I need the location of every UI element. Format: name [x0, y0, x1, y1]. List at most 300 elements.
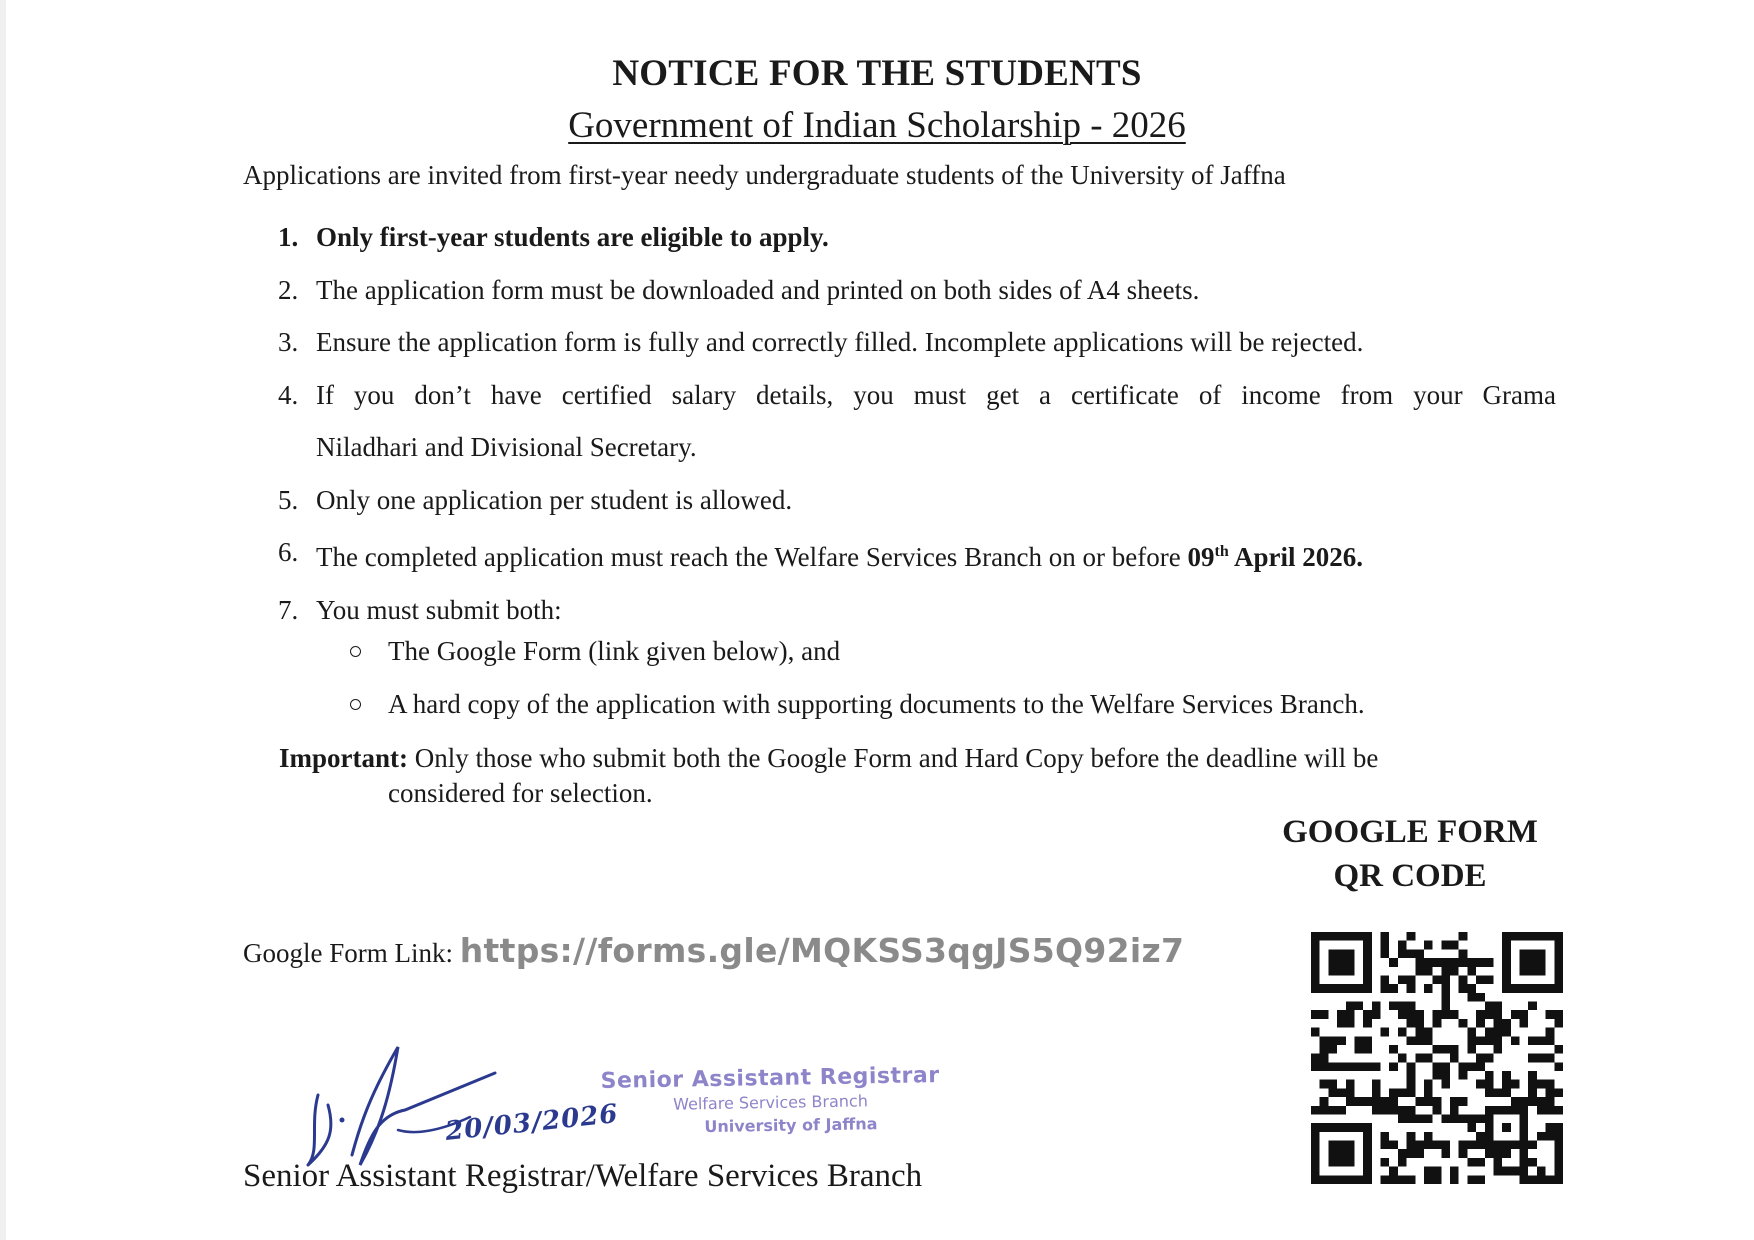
qr-module — [1467, 1062, 1476, 1071]
qr-module — [1476, 975, 1485, 984]
qr-module — [1450, 1010, 1459, 1019]
qr-module — [1467, 958, 1476, 967]
qr-module — [1502, 1071, 1511, 1080]
qr-module — [1354, 1062, 1363, 1071]
qr-module — [1476, 1175, 1485, 1184]
qr-module — [1407, 949, 1416, 958]
qr-module — [1354, 1045, 1363, 1054]
important-note — [279, 741, 1569, 811]
qr-module — [1554, 1106, 1563, 1115]
qr-module — [1511, 1010, 1520, 1019]
qr-module — [1493, 1010, 1502, 1019]
qr-module — [1311, 1010, 1320, 1019]
qr-module — [1424, 1141, 1433, 1150]
qr-module — [1311, 1028, 1320, 1037]
qr-module — [1354, 1002, 1363, 1011]
qr-module — [1485, 1080, 1494, 1089]
qr-module — [1328, 1036, 1337, 1045]
qr-module — [1354, 1097, 1363, 1106]
qr-module — [1337, 1010, 1346, 1019]
important-text-line2: considered for selection. — [388, 778, 653, 808]
qr-module — [1424, 1028, 1433, 1037]
qr-module — [1415, 949, 1424, 958]
qr-module — [1476, 1036, 1485, 1045]
qr-module — [1415, 1141, 1424, 1150]
qr-module — [1520, 1097, 1529, 1106]
qr-module — [1407, 1132, 1416, 1141]
qr-module — [1320, 1097, 1329, 1106]
qr-module — [1311, 1062, 1320, 1071]
qr-module — [1467, 1123, 1476, 1132]
item-text-line1: If you don’t have certified salary details, you must get a certificate of income from your Grama — [316, 379, 1556, 410]
qr-module — [1546, 1088, 1555, 1097]
qr-module — [1511, 1080, 1520, 1089]
google-form-link — [243, 931, 1184, 970]
qr-module — [1493, 1158, 1502, 1167]
qr-module — [1476, 1114, 1485, 1123]
qr-module — [1441, 993, 1450, 1002]
qr-module — [1389, 958, 1398, 967]
qr-module — [1476, 993, 1485, 1002]
qr-module — [1398, 949, 1407, 958]
qr-module — [1415, 1114, 1424, 1123]
qr-module — [1424, 1097, 1433, 1106]
qr-module — [1346, 1080, 1355, 1089]
qr-module — [1381, 1158, 1390, 1167]
qr-module — [1485, 1071, 1494, 1080]
qr-module — [1546, 1132, 1555, 1141]
qr-module — [1433, 1010, 1442, 1019]
stamp-line1: Senior Assistant Registrar — [600, 1063, 940, 1094]
circle-bullet-icon — [350, 699, 361, 710]
qr-module — [1493, 1028, 1502, 1037]
qr-module — [1415, 958, 1424, 967]
qr-module — [1554, 1123, 1563, 1132]
qr-module — [1433, 1175, 1442, 1184]
qr-module — [1389, 1141, 1398, 1150]
qr-module — [1363, 1019, 1372, 1028]
qr-module — [1450, 1097, 1459, 1106]
qr-module — [1520, 1167, 1529, 1176]
deadline-suffix: th — [1214, 543, 1229, 560]
qr-module — [1554, 1158, 1563, 1167]
qr-module — [1441, 1149, 1450, 1158]
qr-module — [1415, 967, 1424, 976]
qr-module — [1320, 1106, 1329, 1115]
qr-module — [1459, 949, 1468, 958]
qr-module — [1328, 1141, 1354, 1167]
qr-module — [1554, 1088, 1563, 1097]
qr-module — [1476, 1062, 1485, 1071]
qr-module — [1407, 1106, 1416, 1115]
qr-module — [1337, 1019, 1346, 1028]
qr-module — [1528, 1141, 1537, 1150]
qr-module — [1554, 1010, 1563, 1019]
instructions-list — [278, 211, 1556, 636]
important-text-line1: Only those who submit both the Google Form and Hard Copy before the deadline will be — [408, 743, 1379, 773]
qr-module — [1502, 1028, 1511, 1037]
list-item — [278, 316, 1556, 369]
qr-module — [1502, 1149, 1511, 1158]
qr-module — [1433, 1045, 1442, 1054]
qr-module — [1441, 1045, 1450, 1054]
qr-module — [1528, 1080, 1537, 1089]
item-number: 7. — [278, 594, 299, 625]
qr-module — [1441, 1010, 1450, 1019]
sub-item-text: The Google Form (link given below), and — [388, 636, 841, 666]
qr-module — [1537, 1036, 1546, 1045]
qr-module — [1537, 1167, 1546, 1176]
qr-module — [1415, 1010, 1424, 1019]
qr-module — [1546, 1123, 1555, 1132]
qr-module — [1381, 1141, 1390, 1150]
qr-module — [1398, 1028, 1407, 1037]
qr-module — [1415, 1149, 1424, 1158]
qr-module — [1433, 1019, 1442, 1028]
item-number: 3. — [278, 327, 299, 357]
qr-module — [1450, 967, 1459, 976]
qr-module — [1467, 1141, 1476, 1150]
qr-module — [1554, 1045, 1563, 1054]
qr-title-line2: QR CODE — [1333, 858, 1487, 894]
qr-module — [1433, 1106, 1442, 1115]
item-text-line2: Niladhari and Divisional Secretary. — [316, 432, 697, 462]
qr-module — [1389, 1002, 1398, 1011]
qr-module — [1407, 1080, 1416, 1089]
official-stamp — [597, 1063, 943, 1138]
qr-module — [1328, 1045, 1337, 1054]
qr-module — [1450, 1167, 1459, 1176]
qr-module — [1407, 1062, 1416, 1071]
qr-module — [1407, 932, 1416, 941]
sub-item-text: A hard copy of the application with supporting documents to the Welfare Services Branch. — [388, 689, 1365, 719]
qr-module — [1337, 1088, 1346, 1097]
qr-module — [1537, 1080, 1546, 1089]
qr-module — [1328, 949, 1354, 975]
qr-module — [1389, 1106, 1398, 1115]
qr-module — [1546, 1106, 1555, 1115]
qr-module — [1511, 1097, 1520, 1106]
qr-module — [1381, 1132, 1390, 1141]
qr-title-line1: GOOGLE FORM — [1282, 814, 1538, 850]
qr-module — [1520, 1010, 1529, 1019]
qr-module — [1459, 1149, 1468, 1158]
qr-module — [1493, 1019, 1502, 1028]
qr-module — [1372, 1088, 1381, 1097]
qr-module — [1537, 1132, 1546, 1141]
list-item — [278, 264, 1556, 317]
qr-module — [1398, 1114, 1407, 1123]
qr-module — [1476, 1054, 1485, 1063]
qr-module — [1467, 984, 1476, 993]
qr-module — [1546, 1080, 1555, 1089]
qr-module — [1311, 1106, 1320, 1115]
qr-module — [1320, 1010, 1329, 1019]
qr-module — [1493, 1036, 1502, 1045]
qr-module — [1493, 1167, 1502, 1176]
qr-module — [1407, 984, 1416, 993]
qr-module — [1450, 1045, 1459, 1054]
qr-module — [1320, 1036, 1329, 1045]
qr-module — [1546, 1097, 1555, 1106]
qr-module — [1389, 1045, 1398, 1054]
qr-module — [1485, 1036, 1494, 1045]
qr-module — [1485, 1054, 1494, 1063]
qr-module — [1433, 1097, 1442, 1106]
item-number: 5. — [278, 484, 299, 515]
qr-module — [1328, 1080, 1337, 1089]
qr-module — [1407, 1114, 1416, 1123]
qr-module — [1528, 1036, 1537, 1045]
item-number: 1. — [278, 222, 299, 252]
qr-module — [1546, 1175, 1555, 1184]
signature-date: 20/03/2026 — [443, 1099, 620, 1147]
qr-module — [1415, 1054, 1424, 1063]
qr-module — [1407, 1141, 1416, 1150]
qr-module — [1328, 1088, 1337, 1097]
qr-module — [1407, 975, 1416, 984]
qr-module — [1424, 941, 1433, 950]
qr-module — [1528, 1158, 1537, 1167]
qr-module — [1476, 1019, 1485, 1028]
qr-module — [1320, 1054, 1329, 1063]
qr-module — [1424, 1175, 1433, 1184]
qr-module — [1424, 1167, 1433, 1176]
qr-module — [1389, 1088, 1398, 1097]
form-link-url[interactable]: https://forms.gle/MQKSS3qgJS5Q92iz7 — [459, 931, 1185, 970]
qr-module — [1398, 1106, 1407, 1115]
qr-module — [1363, 1036, 1372, 1045]
qr-module — [1398, 1088, 1407, 1097]
page-subtitle — [0, 104, 1754, 147]
qr-module — [1450, 1054, 1459, 1063]
qr-module — [1467, 1114, 1476, 1123]
item-number: 6. — [278, 537, 299, 567]
item-text: The completed application must reach the Welfare Services Branch on or before — [316, 542, 1188, 572]
qr-module — [1320, 1062, 1329, 1071]
qr-module — [1441, 1080, 1450, 1089]
qr-module — [1398, 1158, 1407, 1167]
qr-module — [1546, 1028, 1555, 1037]
qr-module — [1537, 1097, 1546, 1106]
qr-module — [1450, 941, 1459, 950]
qr-module — [1546, 1010, 1555, 1019]
qr-module — [1554, 1019, 1563, 1028]
list-item — [278, 526, 1556, 584]
qr-module — [1493, 1088, 1502, 1097]
qr-module — [1537, 1054, 1546, 1063]
qr-module — [1372, 1097, 1381, 1106]
qr-module — [1381, 975, 1390, 984]
stamp-line2: Welfare Services Branch — [672, 1091, 869, 1114]
qr-module — [1554, 1141, 1563, 1150]
qr-module — [1320, 1045, 1329, 1054]
qr-module — [1389, 984, 1398, 993]
qr-module — [1520, 1158, 1529, 1167]
qr-module — [1528, 1097, 1537, 1106]
qr-module — [1337, 1036, 1346, 1045]
qr-module — [1424, 984, 1433, 993]
qr-module — [1546, 1036, 1555, 1045]
list-item — [278, 211, 1556, 264]
qr-module — [1528, 1054, 1537, 1063]
qr-module — [1372, 1106, 1381, 1115]
qr-module — [1381, 1097, 1390, 1106]
qr-module — [1424, 1054, 1433, 1063]
qr-module — [1381, 1106, 1390, 1115]
item-text: Only first-year students are eligible to apply. — [316, 222, 829, 252]
qr-module — [1354, 1036, 1363, 1045]
qr-module — [1467, 1158, 1476, 1167]
qr-module — [1467, 1175, 1476, 1184]
list-item — [278, 369, 1556, 474]
qr-module — [1328, 1106, 1337, 1115]
qr-module — [1363, 1097, 1372, 1106]
qr-module — [1459, 1141, 1468, 1150]
intro-text: Applications are invited from first-year needy undergraduate students of the University of Jaffna — [243, 160, 1286, 190]
qr-module — [1441, 1071, 1450, 1080]
qr-module — [1459, 958, 1468, 967]
qr-module — [1424, 1080, 1433, 1089]
qr-module — [1450, 958, 1459, 967]
qr-module — [1433, 958, 1442, 967]
qr-module — [1459, 1097, 1468, 1106]
qr-module — [1424, 1036, 1433, 1045]
deadline-rest: April 2026. — [1228, 542, 1363, 572]
qr-module — [1528, 1002, 1537, 1011]
qr-module — [1485, 1002, 1494, 1011]
qr-module — [1415, 1028, 1424, 1037]
qr-module — [1554, 1175, 1563, 1184]
item-text: Only one application per student is allowed. — [316, 484, 793, 515]
qr-module — [1459, 1062, 1468, 1071]
qr-module — [1433, 1071, 1442, 1080]
stamp-line3: University of Jaffna — [704, 1114, 878, 1137]
qr-module — [1502, 1088, 1511, 1097]
qr-module — [1346, 1088, 1355, 1097]
item-text: Ensure the application form is fully and correctly filled. Incomplete applications will be rejected. — [316, 327, 1364, 357]
qr-module — [1424, 1132, 1433, 1141]
qr-module — [1415, 1097, 1424, 1106]
qr-module — [1415, 1036, 1424, 1045]
qr-module — [1363, 1010, 1372, 1019]
qr-module — [1433, 1167, 1442, 1176]
qr-module — [1511, 1167, 1520, 1176]
qr-module — [1476, 1080, 1485, 1089]
qr-module — [1407, 1175, 1416, 1184]
qr-module — [1381, 949, 1390, 958]
qr-module — [1441, 1062, 1450, 1071]
qr-module — [1537, 1106, 1546, 1115]
qr-module — [1485, 1149, 1494, 1158]
qr-module — [1528, 1088, 1537, 1097]
qr-module — [1441, 984, 1450, 993]
qr-module — [1381, 1175, 1390, 1184]
qr-module — [1389, 1175, 1398, 1184]
qr-module — [1467, 1036, 1476, 1045]
qr-module — [1459, 1071, 1468, 1080]
qr-code-icon[interactable] — [1311, 932, 1563, 1184]
qr-module — [1554, 1132, 1563, 1141]
qr-module — [1450, 1175, 1459, 1184]
qr-module — [1389, 1167, 1398, 1176]
item-text: The application form must be downloaded and printed on both sides of A4 sheets. — [316, 274, 1200, 305]
qr-module — [1320, 1080, 1329, 1089]
qr-module — [1467, 993, 1476, 1002]
qr-module — [1520, 1019, 1529, 1028]
qr-module — [1415, 1019, 1424, 1028]
qr-module — [1493, 1002, 1502, 1011]
qr-module — [1311, 1054, 1320, 1063]
qr-module — [1398, 1002, 1407, 1011]
qr-module — [1476, 1141, 1485, 1150]
qr-module — [1433, 975, 1442, 984]
qr-module — [1346, 1010, 1355, 1019]
qr-module — [1485, 1088, 1494, 1097]
qr-module — [1476, 1010, 1485, 1019]
qr-module — [1441, 967, 1450, 976]
qr-module — [1485, 1028, 1494, 1037]
qr-module — [1372, 1080, 1381, 1089]
qr-module — [1450, 1106, 1459, 1115]
item-number: 2. — [278, 274, 299, 305]
item-number: 4. — [278, 379, 299, 410]
qr-module — [1346, 1002, 1355, 1011]
qr-module — [1502, 1123, 1511, 1132]
qr-module — [1441, 1114, 1450, 1123]
qr-module — [1520, 949, 1546, 975]
qr-module — [1363, 1045, 1372, 1054]
subtitle-text: Government of Indian Scholarship - 2026 — [568, 105, 1186, 146]
qr-module — [1346, 1097, 1355, 1106]
qr-module — [1424, 967, 1433, 976]
qr-module — [1546, 1054, 1555, 1063]
qr-module — [1407, 1071, 1416, 1080]
qr-module — [1424, 958, 1433, 967]
qr-module — [1346, 1019, 1355, 1028]
qr-module — [1459, 984, 1468, 993]
qr-module — [1363, 1062, 1372, 1071]
qr-module — [1407, 1149, 1416, 1158]
page-title: NOTICE FOR THE STUDENTS — [612, 53, 1142, 94]
qr-module — [1381, 932, 1390, 941]
qr-module — [1554, 1062, 1563, 1071]
qr-module — [1372, 1010, 1381, 1019]
qr-module — [1389, 1062, 1398, 1071]
qr-module — [1381, 941, 1390, 950]
list-item — [278, 584, 1556, 637]
qr-module — [1346, 1062, 1355, 1071]
qr-module — [1424, 1114, 1433, 1123]
qr-module — [1407, 1002, 1416, 1011]
qr-module — [1485, 1010, 1494, 1019]
signatory-title: Senior Assistant Registrar/Welfare Services Branch — [243, 1158, 923, 1194]
qr-module — [1398, 1175, 1407, 1184]
form-link-label: Google Form Link: — [243, 938, 460, 968]
qr-module — [1476, 1158, 1485, 1167]
qr-module — [1398, 941, 1407, 950]
qr-module — [1502, 1080, 1511, 1089]
qr-module — [1467, 967, 1476, 976]
qr-module — [1459, 1019, 1468, 1028]
qr-module — [1520, 1175, 1529, 1184]
qr-module — [1381, 1028, 1390, 1037]
qr-module — [1528, 1071, 1537, 1080]
qr-module — [1459, 975, 1468, 984]
item-text: You must submit both: — [316, 594, 562, 625]
qr-module — [1398, 1054, 1407, 1063]
qr-module — [1398, 975, 1407, 984]
